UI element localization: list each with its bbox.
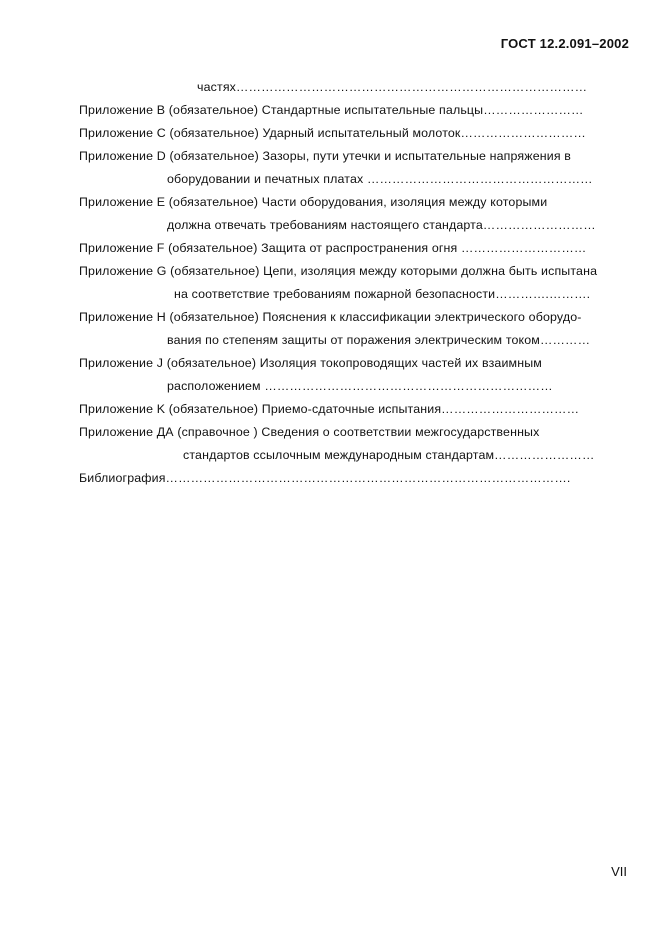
toc-line: расположением ……………………………………………………………: [167, 379, 553, 393]
toc-line: должна отвечать требованиям настоящего стандарта………………………: [167, 218, 596, 232]
toc-line: Приложение D (обязательное) Зазоры, пути утечки и испытательные напряжения в: [79, 149, 572, 163]
toc-line: Приложение H (обязательное) Пояснения к классификации электрического оборудо-: [79, 310, 582, 324]
toc-line: Приложение ДА (справочное ) Сведения о соответствии межгосударственных: [79, 425, 540, 439]
toc-line: Библиография…………………………………………………………………………………….: [79, 471, 571, 485]
toc-line: стандартов ссылочным международным стандартам……………………: [183, 448, 595, 462]
document-id: ГОСТ 12.2.091–2002: [500, 36, 629, 51]
toc-line: вания по степеням защиты от поражения электрическим током…………: [167, 333, 591, 347]
toc-line: Приложение C (обязательное) Ударный испытательный молоток…………………………: [79, 126, 586, 140]
toc-line: оборудовании и печатных платах ………………………………………………: [167, 172, 593, 186]
toc-line: Приложение B (обязательное) Стандартные испытательные пальцы……………………: [79, 103, 584, 117]
toc-line: частях…………………………………………………………………………: [197, 80, 588, 94]
toc-line: Приложение E (обязательное) Части оборудования, изоляция между которыми: [79, 195, 548, 209]
toc-line: на соответствие требованиям пожарной безопасности………….……….: [174, 287, 591, 301]
toc-line: Приложение J (обязательное) Изоляция токопроводящих частей их взаимным: [79, 356, 542, 370]
toc-line: Приложение K (обязательное) Приемо-сдаточные испытания……………………………: [79, 402, 580, 416]
toc-line: Приложение G (обязательное) Цепи, изоляция между которыми должна быть испытана: [79, 264, 598, 278]
page-number: VII: [611, 864, 627, 879]
toc-line: Приложение F (обязательное) Защита от распространения огня …………………………: [79, 241, 587, 255]
